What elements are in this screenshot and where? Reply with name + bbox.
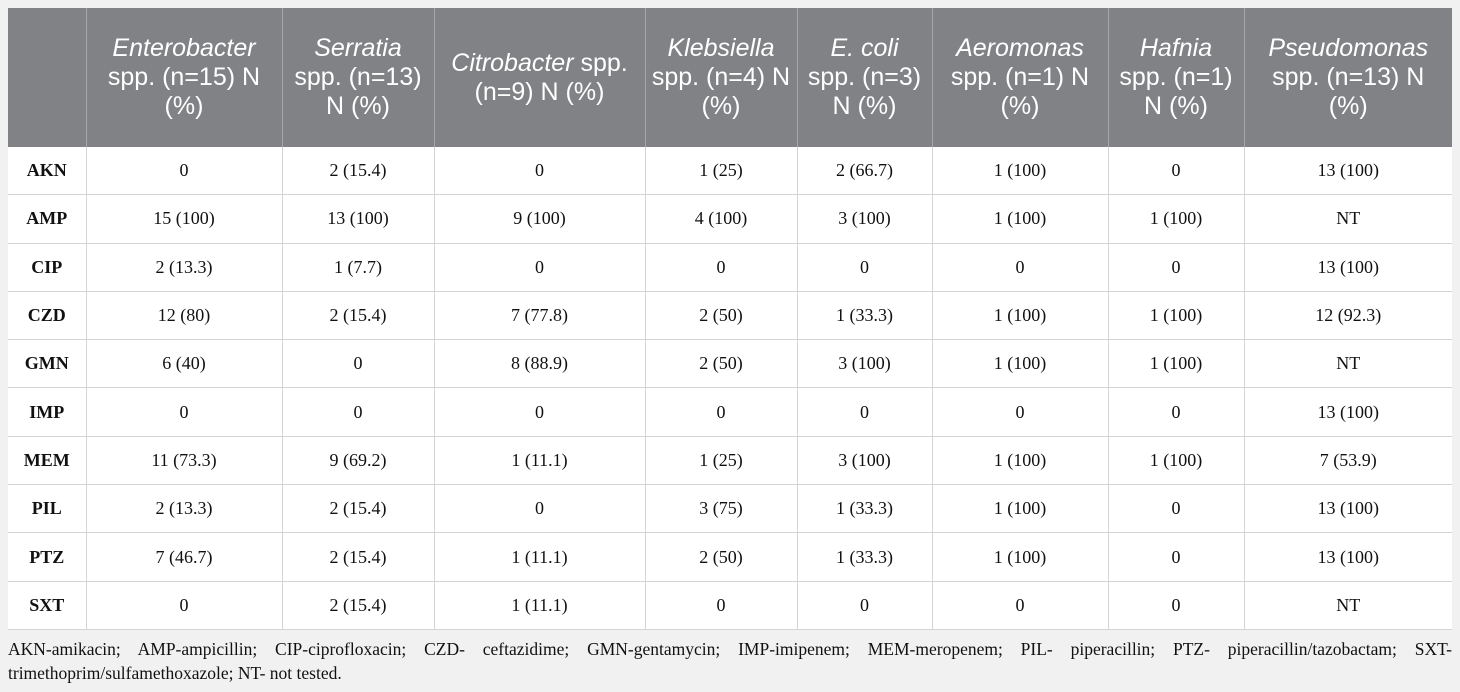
table-row — [8, 485, 1452, 533]
table-cell: 1 (11.1) — [434, 436, 645, 484]
header-cell — [932, 8, 1108, 147]
table-row — [8, 195, 1452, 243]
header-detail: spp. (n=13) N (%) — [1272, 63, 1425, 120]
table-row — [8, 147, 1452, 195]
table-cell: 13 (100) — [1244, 147, 1452, 195]
genus-name: Enterobacter — [112, 34, 256, 62]
antibiotic-code: CZD — [8, 291, 86, 339]
table-cell: NT — [1244, 195, 1452, 243]
table-cell: 1 (100) — [932, 485, 1108, 533]
table-cell: 0 — [797, 581, 932, 629]
table-cell: 7 (46.7) — [86, 533, 282, 581]
table-cell: 1 (11.1) — [434, 581, 645, 629]
table-cell: 13 (100) — [1244, 533, 1452, 581]
table-cell: 0 — [282, 340, 434, 388]
table-cell: 1 (100) — [1108, 195, 1244, 243]
table-cell: 3 (100) — [797, 340, 932, 388]
table-cell: 4 (100) — [645, 195, 797, 243]
table-cell: 0 — [932, 243, 1108, 291]
genus-name: Klebsiella — [667, 34, 775, 62]
table-cell: 6 (40) — [86, 340, 282, 388]
table-cell: 0 — [1108, 388, 1244, 436]
table-cell: 3 (75) — [645, 485, 797, 533]
antibiotic-code: MEM — [8, 436, 86, 484]
header-detail: spp. (n=1) N (%) — [1119, 63, 1233, 120]
table-header — [8, 8, 1452, 147]
table-cell: 15 (100) — [86, 195, 282, 243]
header-detail: spp. (n=15) N (%) — [107, 63, 261, 120]
header-cell — [797, 8, 932, 147]
table-cell: 0 — [645, 388, 797, 436]
table-cell: 1 (100) — [1108, 291, 1244, 339]
table-cell: 2 (50) — [645, 533, 797, 581]
table-cell: 3 (100) — [797, 195, 932, 243]
table-cell: 2 (15.4) — [282, 533, 434, 581]
table-cell: 11 (73.3) — [86, 436, 282, 484]
table-row — [8, 291, 1452, 339]
table-cell: 9 (69.2) — [282, 436, 434, 484]
table-cell: NT — [1244, 581, 1452, 629]
genus-name: Citrobacter — [451, 48, 574, 77]
table-cell: 0 — [932, 581, 1108, 629]
genus-name: Aeromonas — [956, 34, 1084, 62]
table-row — [8, 436, 1452, 484]
table-cell: 0 — [282, 388, 434, 436]
table-cell: 1 (100) — [1108, 436, 1244, 484]
table-cell: 1 (100) — [932, 436, 1108, 484]
header-cell — [282, 8, 434, 147]
header-cell-blank — [8, 8, 86, 147]
table-cell: 2 (13.3) — [86, 485, 282, 533]
header-cell — [434, 8, 645, 147]
header-cell — [645, 8, 797, 147]
table-row — [8, 340, 1452, 388]
table-cell: 0 — [434, 147, 645, 195]
header-detail: spp. (n=1) N (%) — [950, 63, 1090, 120]
table-cell: 0 — [1108, 581, 1244, 629]
table-cell: 8 (88.9) — [434, 340, 645, 388]
antibiotic-code: SXT — [8, 581, 86, 629]
table-footnote: AKN-amikacin; AMP-ampicillin; CIP-ciprofloxacin; CZD- ceftazidime; GMN-gentamycin; IMP-imipenem; MEM-meropenem; PIL- piperacillin; PTZ- piperacillin/tazobactam; SXT-trimethoprim/sulfamethoxazole; NT- not tested. — [8, 639, 1452, 683]
table-body — [8, 147, 1452, 629]
antibiotic-code: AMP — [8, 195, 86, 243]
table-cell: 0 — [797, 243, 932, 291]
genus-name: E. coli — [830, 34, 899, 62]
table-cell: 2 (15.4) — [282, 581, 434, 629]
genus-name: Serratia — [314, 34, 402, 62]
antibiotic-code: AKN — [8, 147, 86, 195]
genus-name: Pseudomonas — [1268, 34, 1429, 62]
table-cell: 1 (100) — [932, 340, 1108, 388]
antibiotic-code: IMP — [8, 388, 86, 436]
table-cell: 0 — [932, 388, 1108, 436]
table-cell: 0 — [434, 388, 645, 436]
table-row — [8, 388, 1452, 436]
table-cell: 0 — [434, 243, 645, 291]
table-cell: 1 (100) — [932, 291, 1108, 339]
genus-name: Hafnia — [1139, 34, 1213, 62]
table-cell: 7 (77.8) — [434, 291, 645, 339]
header-detail: spp. (n=9) N (%) — [474, 48, 628, 106]
antibiotic-code: PIL — [8, 485, 86, 533]
table-cell: 12 (92.3) — [1244, 291, 1452, 339]
resistance-table — [8, 8, 1452, 630]
table-cell: 13 (100) — [1244, 388, 1452, 436]
table-cell: 0 — [645, 581, 797, 629]
table-cell: 1 (100) — [1108, 340, 1244, 388]
table-cell: 13 (100) — [1244, 243, 1452, 291]
header-row — [8, 8, 1452, 147]
table-cell: 3 (100) — [797, 436, 932, 484]
table-cell: 1 (100) — [932, 195, 1108, 243]
table-cell: 0 — [434, 485, 645, 533]
table-cell: 1 (33.3) — [797, 485, 932, 533]
table-cell: 9 (100) — [434, 195, 645, 243]
header-detail: spp. (n=13) N (%) — [294, 63, 422, 120]
table-cell: NT — [1244, 340, 1452, 388]
table-cell: 0 — [1108, 243, 1244, 291]
antibiotic-code: CIP — [8, 243, 86, 291]
table-row — [8, 533, 1452, 581]
table-cell: 1 (100) — [932, 533, 1108, 581]
table-cell: 2 (50) — [645, 291, 797, 339]
table-row — [8, 581, 1452, 629]
table-cell: 1 (7.7) — [282, 243, 434, 291]
header-detail: spp. (n=3) N (%) — [807, 63, 922, 120]
table-cell: 1 (25) — [645, 147, 797, 195]
table-cell: 1 (25) — [645, 436, 797, 484]
table-cell: 0 — [645, 243, 797, 291]
table-cell: 0 — [86, 147, 282, 195]
table-row — [8, 243, 1452, 291]
table-cell: 2 (15.4) — [282, 147, 434, 195]
table-cell: 7 (53.9) — [1244, 436, 1452, 484]
table-cell: 1 (33.3) — [797, 533, 932, 581]
table-cell: 0 — [86, 581, 282, 629]
table-cell: 0 — [1108, 485, 1244, 533]
header-cell — [86, 8, 282, 147]
table-cell: 0 — [1108, 147, 1244, 195]
table-cell: 2 (66.7) — [797, 147, 932, 195]
table-cell: 2 (15.4) — [282, 291, 434, 339]
antibiotic-code: GMN — [8, 340, 86, 388]
header-cell — [1244, 8, 1452, 147]
table-cell: 12 (80) — [86, 291, 282, 339]
table-cell: 1 (33.3) — [797, 291, 932, 339]
table-cell: 1 (11.1) — [434, 533, 645, 581]
table-cell: 2 (50) — [645, 340, 797, 388]
table-cell: 0 — [797, 388, 932, 436]
table-cell: 2 (15.4) — [282, 485, 434, 533]
header-cell — [1108, 8, 1244, 147]
table-cell: 1 (100) — [932, 147, 1108, 195]
table-cell: 13 (100) — [282, 195, 434, 243]
table-cell: 0 — [86, 388, 282, 436]
table-cell: 0 — [1108, 533, 1244, 581]
table-cell: 2 (13.3) — [86, 243, 282, 291]
table-cell: 13 (100) — [1244, 485, 1452, 533]
antibiotic-code: PTZ — [8, 533, 86, 581]
header-detail: spp. (n=4) N (%) — [651, 63, 791, 120]
